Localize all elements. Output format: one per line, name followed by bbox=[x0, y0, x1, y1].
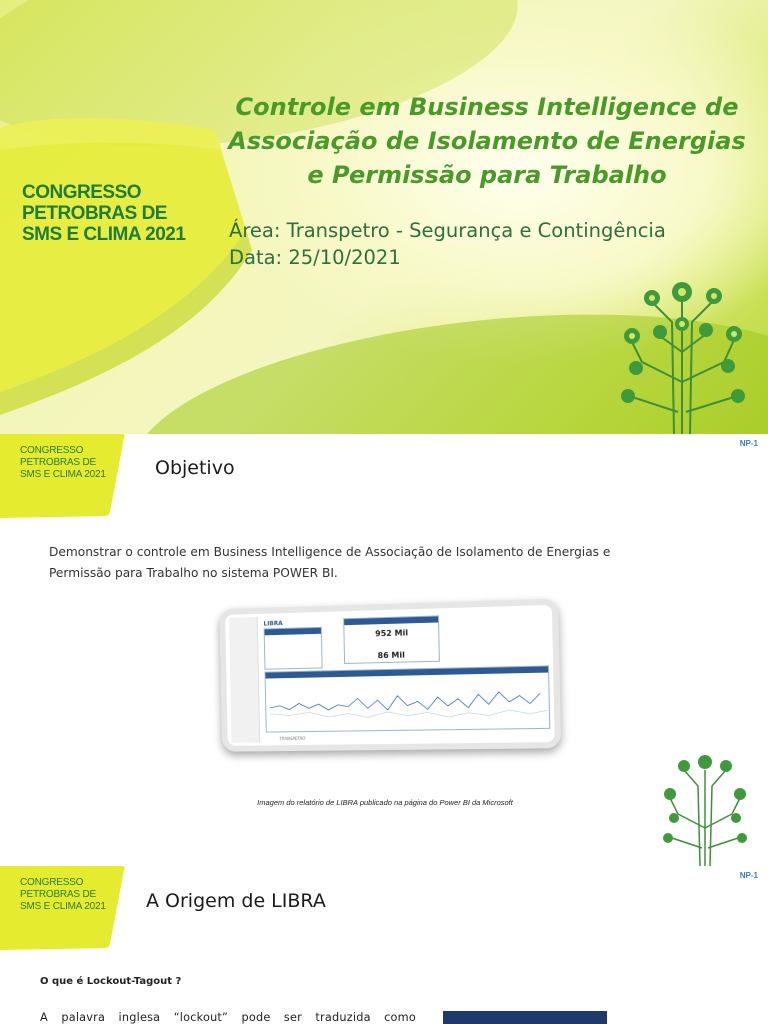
badge-line: PETROBRAS DE bbox=[20, 889, 96, 900]
text-word: traduzida bbox=[315, 1011, 371, 1024]
objective-line: Permissão para Trabalho no sistema POWER BI. bbox=[49, 565, 338, 580]
text-word: inglesa bbox=[118, 1011, 161, 1024]
text-word: ser bbox=[283, 1011, 303, 1024]
title-slide bbox=[0, 0, 768, 434]
objective-slide bbox=[0, 434, 768, 866]
title-line: Associação de Isolamento de Energias bbox=[228, 127, 746, 155]
tech-tree-illustration bbox=[602, 262, 762, 434]
report-sidebar bbox=[229, 617, 260, 743]
congress-logo-line: PETROBRAS DE bbox=[22, 203, 167, 224]
text-word: A bbox=[40, 1011, 48, 1024]
area-text: Área: Transpetro - Segurança e Contingência bbox=[229, 219, 666, 242]
text-word: como bbox=[384, 1011, 416, 1024]
lockout-image bbox=[443, 1011, 607, 1024]
report-kpi-2: 86 Mil bbox=[377, 650, 405, 661]
np-label: NP-1 bbox=[739, 439, 758, 448]
title-line: e Permissão para Trabalho bbox=[307, 161, 667, 189]
objective-text bbox=[49, 542, 689, 583]
text-word: “lockout” bbox=[173, 1011, 229, 1024]
congress-logo-line: SMS E CLIMA 2021 bbox=[22, 224, 186, 245]
presentation-title bbox=[222, 90, 752, 192]
image-caption: Imagem do relatório de LIBRA publicado na página do Power BI da Microsoft bbox=[257, 798, 513, 807]
badge-line: CONGRESSO bbox=[20, 445, 84, 456]
badge-line: SMS E CLIMA 2021 bbox=[20, 469, 106, 480]
slide-heading: A Origem de LIBRA bbox=[146, 890, 326, 912]
congress-badge-text bbox=[20, 877, 130, 913]
date-text: Data: 25/10/2021 bbox=[229, 246, 401, 269]
congress-badge-text bbox=[20, 445, 130, 481]
text-word: palavra bbox=[61, 1011, 106, 1024]
tech-tree-illustration bbox=[652, 742, 758, 866]
badge-line: SMS E CLIMA 2021 bbox=[20, 901, 106, 912]
report-kpi-1: 952 Mil bbox=[375, 628, 409, 639]
title-line: Controle em Business Intelligence de bbox=[235, 93, 739, 121]
report-screenshot bbox=[219, 599, 561, 752]
report-footer: TRANSPETRO bbox=[279, 736, 306, 742]
congress-logo-line: CONGRESSO bbox=[22, 182, 142, 203]
objective-line: Demonstrar o controle em Business Intelligence de Associação de Isolamento de Energias e bbox=[49, 545, 611, 559]
slide-heading: Objetivo bbox=[155, 457, 235, 479]
report-title: LIBRA bbox=[263, 620, 283, 628]
libra-origin-slide bbox=[0, 866, 768, 1024]
lockout-text bbox=[40, 1011, 416, 1024]
report-filter-panel bbox=[264, 627, 323, 670]
congress-logo bbox=[22, 182, 212, 245]
badge-line: PETROBRAS DE bbox=[20, 457, 96, 468]
presentation-meta bbox=[229, 217, 666, 271]
text-word: pode bbox=[241, 1011, 271, 1024]
np-label: NP-1 bbox=[739, 871, 758, 880]
report-line-chart bbox=[266, 673, 551, 734]
question-text: O que é Lockout-Tagout ? bbox=[40, 976, 182, 987]
report-chart-panel bbox=[265, 665, 551, 732]
badge-line: CONGRESSO bbox=[20, 877, 84, 888]
